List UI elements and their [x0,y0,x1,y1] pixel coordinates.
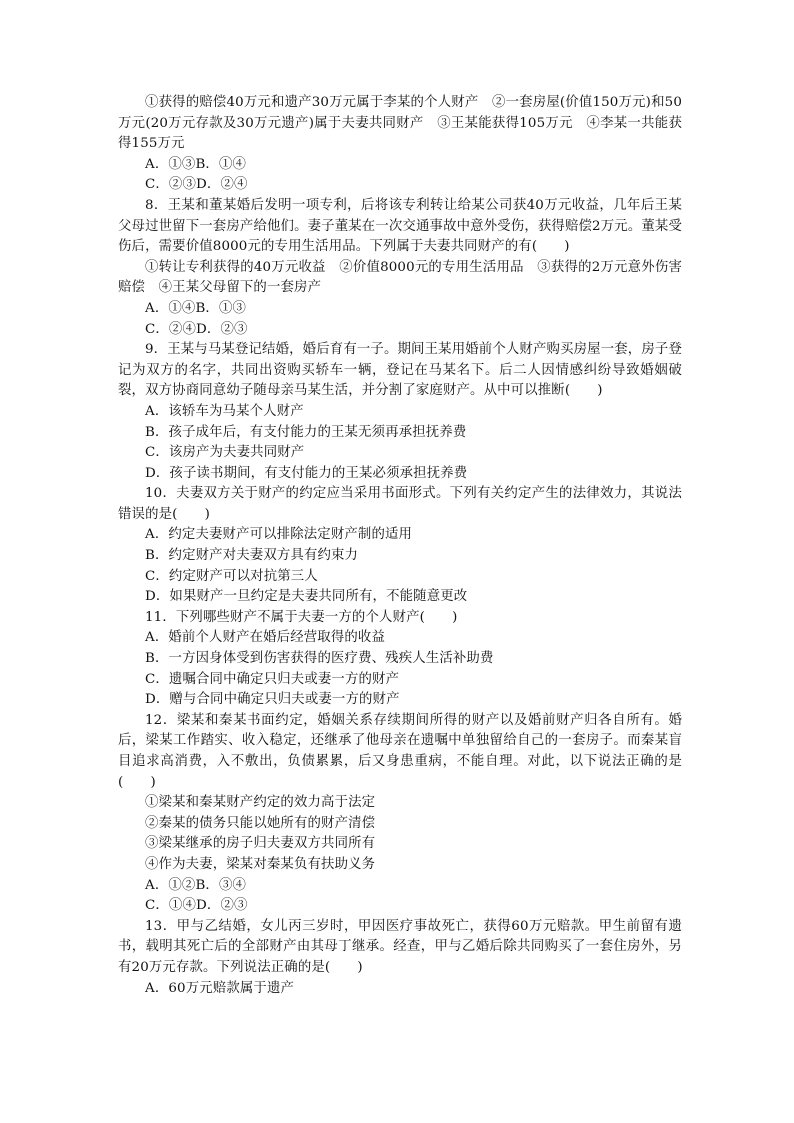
answer-option: C．②③D．②④ [145,177,248,193]
paragraph: ①转让专利获得的40万元收益 ②价值8000元的专用生活用品 ③获得的2万元意外伤害赔偿 ④王某父母留下的一套房产 [118,259,682,296]
answer-option: D．孩子读书期间，有支付能力的王某必须承担抚养费 [145,465,468,481]
paragraph: ①获得的赔偿40万元和遗产30万元属于李某的个人财产 ②一套房屋(价值150万元)和50万元(20万元存款及30万元遗产)属于夫妻共同财产 ③王某能获得105万元 ④李某一共能获得155万元 [118,95,682,152]
answer-option: C．②④D．②③ [145,321,248,337]
answer-option: C．遗嘱合同中确定只归夫或妻一方的财产 [145,671,400,687]
paragraph: 10．夫妻双方关于财产的约定应当采用书面形式。下列有关约定产生的法律效力，其说法错误的是( ) [118,486,682,522]
answer-option: ①梁某和秦某财产约定的效力高于法定 [145,795,376,811]
answer-option: A．①④B．①③ [145,300,247,316]
answer-option: B．孩子成年后，有支付能力的王某无须再承担抚养费 [145,424,467,440]
paragraph: 8．王某和董某婚后发明一项专利，后将该专利转让给某公司获40万元收益，几年后王某父母过世留下一套房产给他们。妻子董某在一次交通事故中意外受伤，获得赔偿2万元。董某受伤后，需要价值8000元的专用生活用品。下列属于夫妻共同财产的有( ) [118,197,682,255]
answer-option: C．该房产为夫妻共同财产 [145,445,305,461]
answer-option: B．一方因身体受到伤害获得的医疗费、残疾人生活补助费 [145,651,494,667]
paragraph: 11．下列哪些财产不属于夫妻一方的个人财产( ) [145,609,458,625]
answer-option: D．赠与合同中确定只归夫或妻一方的财产 [145,692,400,708]
answer-option: A．①②B．③④ [145,877,247,893]
paragraph: 12．梁某和秦某书面约定，婚姻关系存续期间所得的财产以及婚前财产归各自所有。婚后，梁某工作踏实、收入稳定，还继承了他母亲在遗嘱中单独留给自己的一套房子。而秦某盲目追求高消费，入不敷出，负债累累，后又身患重病，不能自理。对此，以下说法正确的是( ) [118,712,682,790]
answer-option: A．60万元赔款属于遗产 [145,980,295,996]
answer-option: A．该轿车为马某个人财产 [145,403,304,419]
answer-option: C．①④D．②③ [145,898,248,914]
answer-option: ③梁某继承的房子归夫妻双方共同所有 [145,836,376,852]
answer-option: ②秦某的债务只能以她所有的财产清偿 [145,815,376,831]
paragraph: 9．王某与马某登记结婚，婚后育有一子。期间王某用婚前个人财产购买房屋一套，房子登记为双方的名字，共同出资购买轿车一辆，登记在马某名下。后二人因情感纠纷导致婚姻破裂，双方协商同意幼子随母亲马某生活，并分割了家庭财产。从中可以推断( ) [118,342,682,399]
answer-option: D．如果财产一旦约定是夫妻共同所有，不能随意更改 [145,589,468,605]
answer-option: A．婚前个人财产在婚后经营取得的收益 [145,630,386,646]
answer-option: A．①③B．①④ [145,156,247,172]
paragraph: 13．甲与乙结婚，女儿丙三岁时，甲因医疗事故死亡，获得60万元赔款。甲生前留有遗书，载明其死亡后的全部财产由其母丁继承。经查，甲与乙婚后除共同购买了一套住房外，另有20万元存款。下列说法正确的是( ) [118,918,682,975]
answer-option: A．约定夫妻财产可以排除法定财产制的适用 [145,527,413,543]
answer-option: C．约定财产可以对抗第三人 [145,568,318,584]
answer-option: B．约定财产对夫妻双方具有约束力 [145,548,359,564]
answer-option: ④作为夫妻，梁某对秦某负有扶助义务 [145,856,376,872]
document-page [118,93,682,999]
